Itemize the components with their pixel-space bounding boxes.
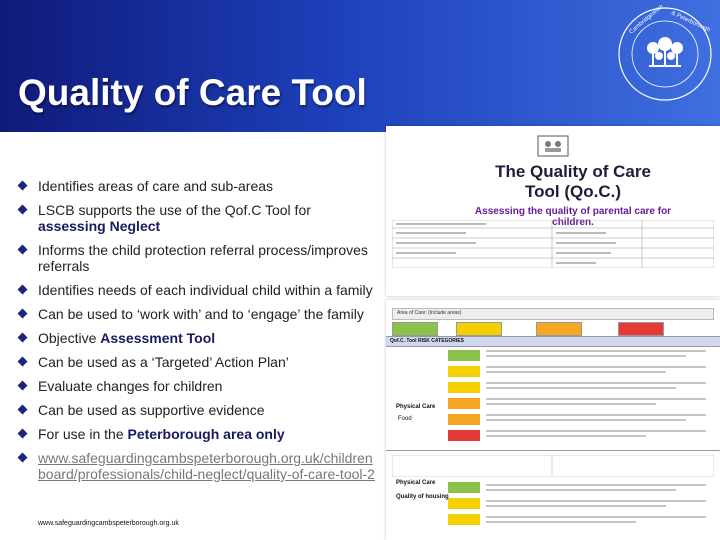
rating-red-icon <box>618 322 664 336</box>
diamond-bullet-icon <box>18 357 28 367</box>
rating-green-icon <box>392 322 438 336</box>
list-item: Can be used as a ‘Targeted’ Action Plan’ <box>16 354 378 370</box>
qoc-logo-icon <box>536 134 570 158</box>
red-swatch <box>448 430 480 441</box>
list-item: LSCB supports the use of the Qof.C Tool for assessing Neglect <box>16 202 378 234</box>
area-label: Physical Care <box>396 480 436 486</box>
diamond-bullet-icon <box>18 405 28 415</box>
document-title: The Quality of Care Tool (Qo.C.) <box>495 162 651 201</box>
list-item: Identifies needs of each individual child within a family <box>16 282 378 298</box>
document-subtitle: Assessing the quality of parental care for children. <box>474 206 672 228</box>
orange-swatch <box>448 414 480 425</box>
list-item: Can be used to ‘work with’ and to ‘engage’ the family <box>16 306 378 322</box>
diamond-bullet-icon <box>18 205 28 215</box>
text-lines-icon <box>486 482 714 532</box>
yellow-swatch <box>448 366 480 377</box>
footer-url: www.safeguardingcambspeterborough.org.uk <box>38 520 179 527</box>
yellow-swatch <box>448 514 480 525</box>
yellow-swatch <box>448 382 480 393</box>
area-of-care-band: Area of Care: (Include areas) <box>392 308 714 320</box>
diamond-bullet-icon <box>18 333 28 343</box>
green-swatch <box>448 482 480 493</box>
diamond-bullet-icon <box>18 181 28 191</box>
list-item: Evaluate changes for children <box>16 378 378 394</box>
bullet-list <box>16 178 378 490</box>
list-item: Informs the child protection referral process/improves referrals <box>16 242 378 274</box>
green-swatch <box>448 350 480 361</box>
orange-swatch <box>448 398 480 409</box>
yellow-swatch <box>448 498 480 509</box>
divider <box>386 450 720 451</box>
sub-area-label: Food <box>398 416 412 422</box>
svg-text:& Peterborough: & Peterborough <box>670 10 711 34</box>
rating-yellow-icon <box>456 322 502 336</box>
area-label: Physical Care <box>396 404 436 410</box>
list-item: Objective Assessment Tool <box>16 330 378 346</box>
svg-text:Cambridgeshire: Cambridgeshire <box>628 4 665 36</box>
diamond-bullet-icon <box>18 285 28 295</box>
document-risk-table-thumbnail <box>386 300 720 540</box>
list-item: Can be used as supportive evidence <box>16 402 378 418</box>
page-title: Quality of Care Tool <box>18 72 367 113</box>
list-item: For use in the Peterborough area only <box>16 426 378 442</box>
text-lines-icon <box>486 348 714 448</box>
diamond-bullet-icon <box>18 381 28 391</box>
diamond-bullet-icon <box>18 429 28 439</box>
lscb-logo <box>615 4 715 104</box>
diamond-bullet-icon <box>18 309 28 319</box>
comments-row-icon <box>392 455 714 477</box>
risk-categories-band: Qof.C. Tool RISK CATEGORIES <box>386 336 720 347</box>
list-item <box>16 450 378 482</box>
sub-area-label: Quality of housing <box>396 494 449 500</box>
rating-orange-icon <box>536 322 582 336</box>
quality-of-care-tool-link[interactable]: www.safeguardingcambspeterborough.org.uk/childrenboard/professionals/child-neglect/quality-of-care-tool-2 <box>38 450 375 482</box>
form-table-icon <box>392 220 714 268</box>
diamond-bullet-icon <box>18 453 28 463</box>
document-cover-thumbnail <box>386 126 720 296</box>
diamond-bullet-icon <box>18 245 28 255</box>
list-item: Identifies areas of care and sub-areas <box>16 178 378 194</box>
